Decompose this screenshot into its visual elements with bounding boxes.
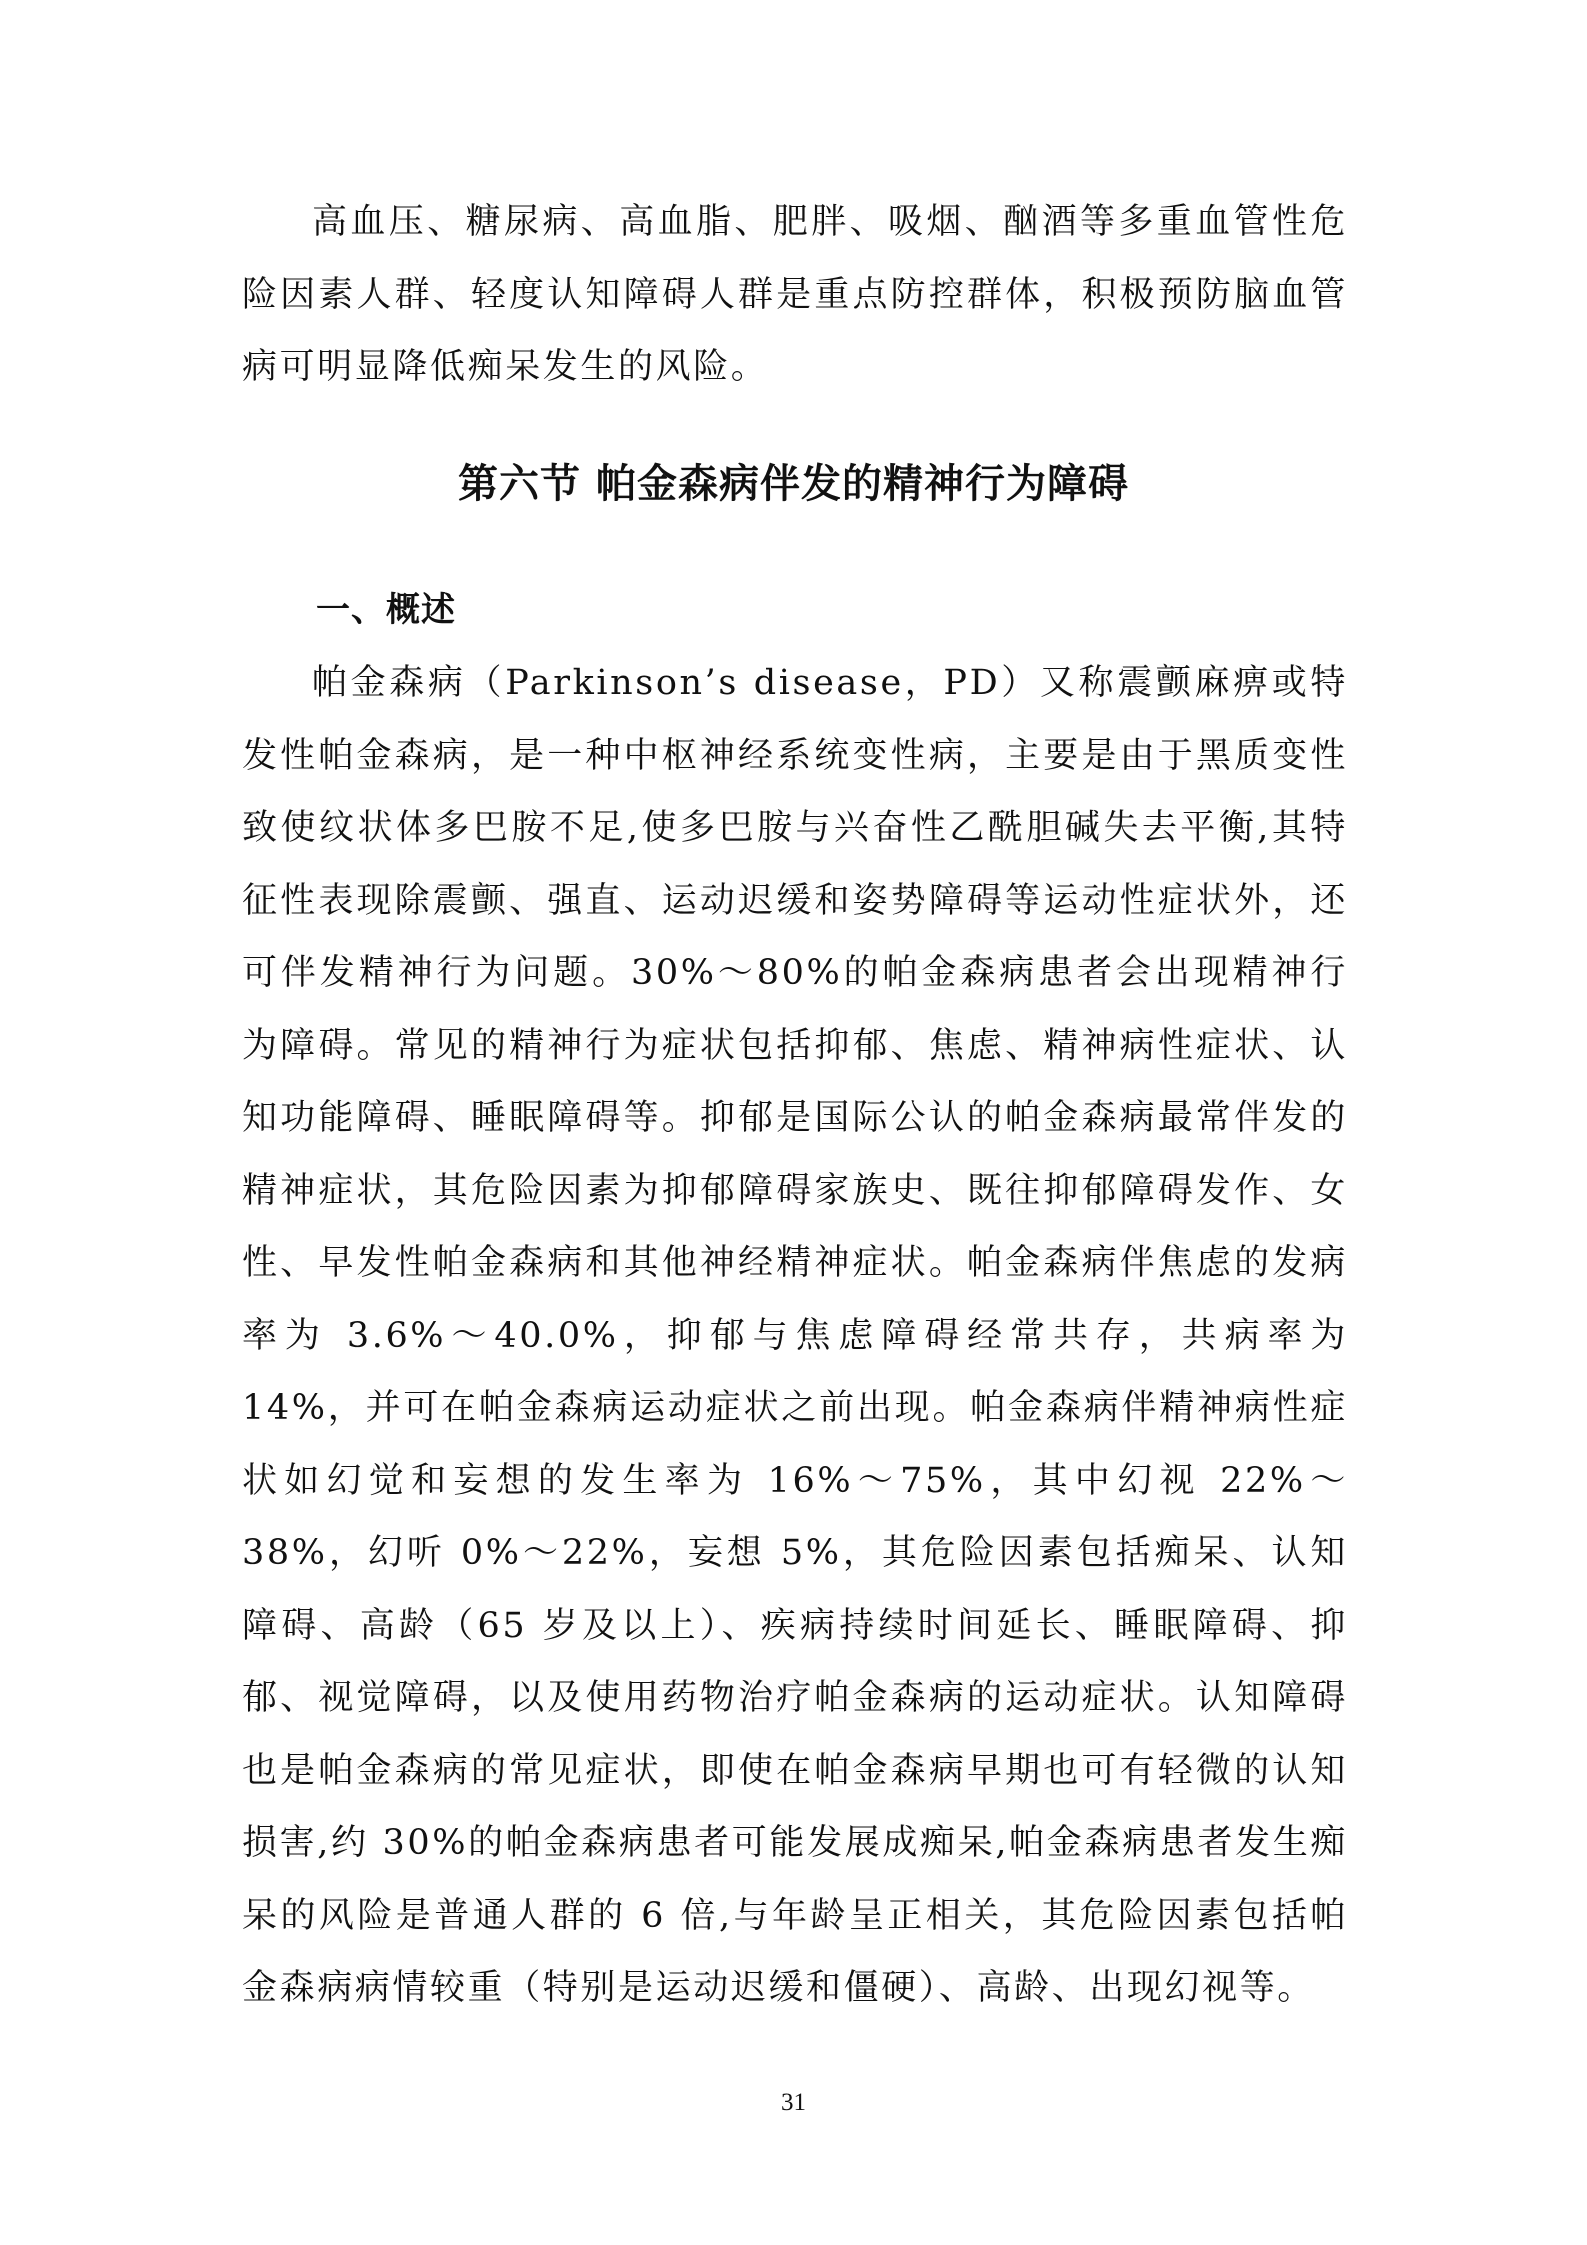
main-paragraph: 帕金森病（Parkinson’s disease，PD）又称震颤麻痹或特发性帕金森病，是一种中枢神经系统变性病，主要是由于黑质变性致使纹状体多巴胺不足,使多巴胺与兴奋性乙酰胆碱失去平衡,其特征性表现除震颤、强直、运动迟缓和姿势障碍等运动性症状外，还可伴发精神行为问题。30%～80%的帕金森病患者会出现精神行为障碍。常见的精神行为症状包括抑郁、焦虑、精神病性症状、认知功能障碍、睡眠障碍等。抑郁是国际公认的帕金森病最常伴发的精神症状，其危险因素为抑郁障碍家族史、既往抑郁障碍发作、女性、早发性帕金森病和其他神经精神症状。帕金森病伴焦虑的发病率为 3.6%～40.0%，抑郁与焦虑障碍经常共存，共病率为 14%，并可在帕金森病运动症状之前出现。帕金森病伴精神病性症状如幻觉和妄想的发生率为 16%～75%，其中幻视 22%～38%，幻听 0%～22%，妄想 5%，其危险因素包括痴呆、认知障碍、高龄（65 岁及以上）、疾病持续时间延长、睡眠障碍、抑郁、视觉障碍，以及使用药物治疗帕金森病的运动症状。认知障碍也是帕金森病的常见症状，即使在帕金森病早期也可有轻微的认知损害,约 30%的帕金森病患者可能发展成痴呆,帕金森病患者发生痴呆的风险是普通人群的 6 倍,与年龄呈正相关，其危险因素包括帕金森病病情较重（特别是运动迟缓和僵硬）、高龄、出现幻视等。 — [242, 663, 1348, 2008]
section-title: 第六节 帕金森病伴发的精神行为障碍 — [458, 461, 1129, 507]
subsection-heading: 一、概述 — [316, 590, 456, 630]
page-number: 31 — [781, 2089, 806, 2116]
intro-paragraph: 高血压、糖尿病、高血脂、肥胖、吸烟、酗酒等多重血管性危险因素人群、轻度认知障碍人群是重点防控群体，积极预防脑血管病可明显降低痴呆发生的风险。 — [242, 202, 1348, 387]
